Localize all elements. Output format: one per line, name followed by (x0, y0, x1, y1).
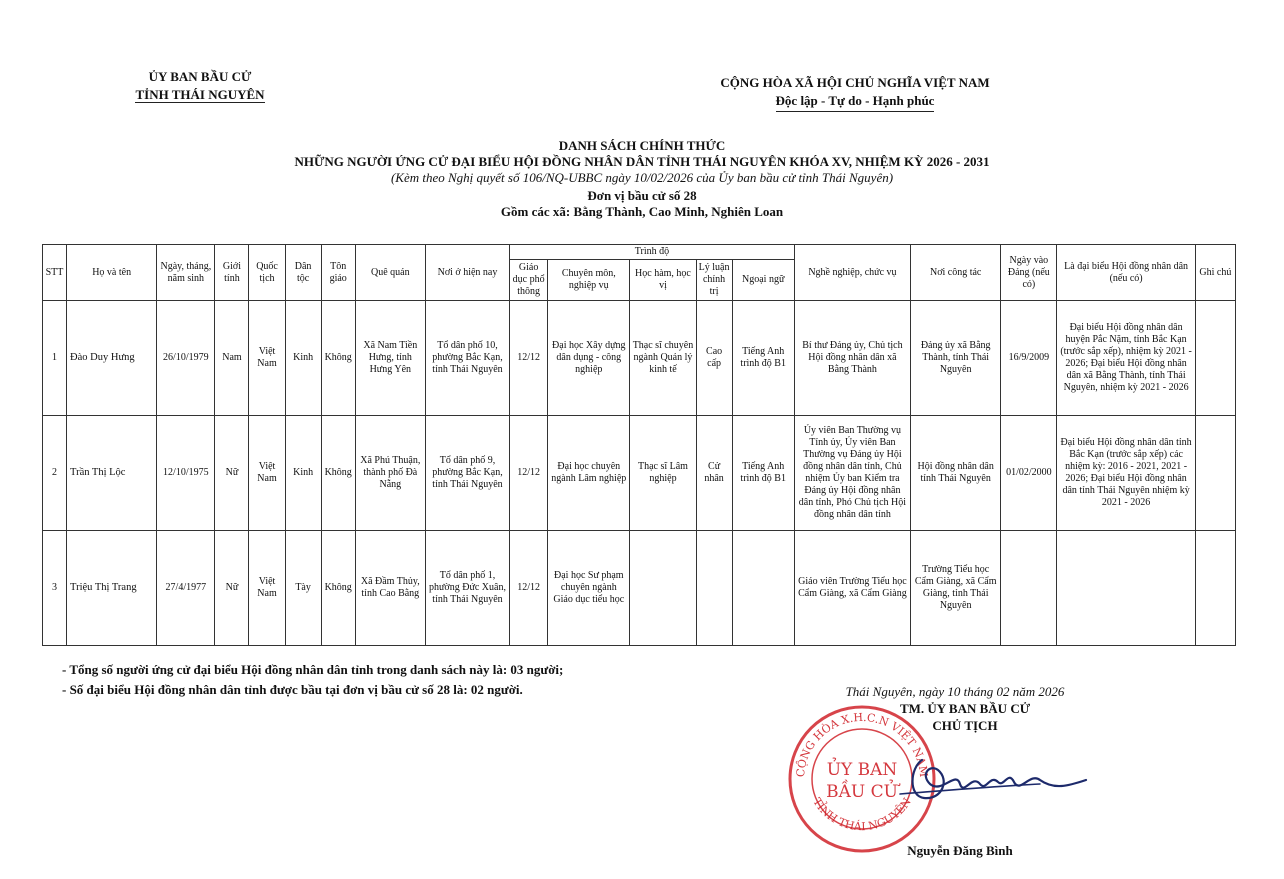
header-language: Ngoại ngữ (732, 260, 794, 301)
cell-specialty: Đại học Xây dựng dân dụng - công nghiệp (548, 301, 630, 416)
authority-line1: ỦY BAN BẦU CỬ (148, 69, 252, 84)
cell-general: 12/12 (510, 301, 548, 416)
cell-dob: 12/10/1975 (157, 416, 215, 531)
seal-bottom-text: TỈNH THÁI NGUYÊN (810, 795, 914, 834)
cell-party-date: 16/9/2009 (1001, 301, 1057, 416)
cell-delegate (1057, 531, 1195, 646)
signing-title: CHỦ TỊCH (932, 718, 998, 733)
cell-ethnicity: Kinh (285, 416, 321, 531)
cell-party-date: 01/02/2000 (1001, 416, 1057, 531)
cell-dob: 26/10/1979 (157, 301, 215, 416)
cell-residence: Tổ dân phố 1, phường Đức Xuân, tỉnh Thái Nguyên (425, 531, 509, 646)
cell-language (732, 531, 794, 646)
cell-hometown: Xã Đầm Thủy, tỉnh Cao Bằng (355, 531, 425, 646)
national-motto: Độc lập - Tự do - Hạnh phúc (776, 92, 935, 112)
seal-center-line2: BẦU CỬ (826, 782, 898, 802)
cell-politics: Cử nhân (696, 416, 732, 531)
cell-general: 12/12 (510, 416, 548, 531)
cell-note (1195, 301, 1235, 416)
header-sex: Giới tính (215, 245, 249, 301)
cell-delegate: Đại biểu Hội đồng nhân dân huyện Pắc Nặm, tỉnh Bắc Kạn (trước sắp xếp), nhiệm kỳ 2021 - 2026; Đại biểu Hội đồng nhân dân xã Bằng Thành, tỉnh Thái Nguyên, nhiệm kỳ 2021 - 2026 (1057, 301, 1195, 416)
issuing-authority (95, 68, 305, 104)
cell-job: Bí thư Đảng ủy, Chủ tịch Hội đồng nhân dân xã Bằng Thành (794, 301, 910, 416)
cell-ethnicity: Tày (285, 531, 321, 646)
cell-sex: Nữ (215, 416, 249, 531)
cell-workplace: Trường Tiểu học Cẩm Giàng, xã Cẩm Giàng, tỉnh Thái Nguyên (911, 531, 1001, 646)
header-politics: Lý luận chính trị (696, 260, 732, 301)
cell-ethnicity: Kinh (285, 301, 321, 416)
cell-nationality: Việt Nam (249, 531, 285, 646)
table-header-row (43, 245, 1236, 260)
cell-language: Tiếng Anh trình độ B1 (732, 301, 794, 416)
signing-org: TM. ỦY BAN BẦU CỬ (899, 701, 1031, 716)
cell-workplace: Hội đồng nhân dân tỉnh Thái Nguyên (911, 416, 1001, 531)
cell-degree (630, 531, 696, 646)
cell-dob: 27/4/1977 (157, 531, 215, 646)
cell-note (1195, 416, 1235, 531)
cell-party-date (1001, 531, 1057, 646)
header-religion: Tôn giáo (321, 245, 355, 301)
cell-degree: Thạc sĩ Lâm nghiệp (630, 416, 696, 531)
seal-ring-text: CỘNG HÒA X.H.C.N VIỆT NAM (793, 710, 931, 778)
cell-residence: Tổ dân phố 10, phường Bắc Kạn, tỉnh Thái Nguyên (425, 301, 509, 416)
seal-center-line1: ỦY BAN (826, 760, 898, 780)
cell-name: Trần Thị Lộc (67, 416, 157, 531)
electoral-communes: Gồm các xã: Bằng Thành, Cao Minh, Nghiên Loan (500, 204, 784, 219)
header-delegate: Là đại biểu Hội đồng nhân dân (nếu có) (1057, 245, 1195, 301)
cell-nationality: Việt Nam (249, 416, 285, 531)
header-degree: Học hàm, học vị (630, 260, 696, 301)
cell-job: Ủy viên Ban Thường vụ Tỉnh ủy, Ủy viên Ban Thường vụ Đảng ủy Hội đồng nhân dân tỉnh, Chủ nhiệm Ủy ban Kiểm tra Đảng ủy Hội đồng nhân dân tỉnh, Phó Chủ tịch Hội đồng nhân dân tỉnh (794, 416, 910, 531)
header-hometown: Quê quán (355, 245, 425, 301)
cell-general: 12/12 (510, 531, 548, 646)
note-total-candidates: - Tổng số người ứng cử đại biểu Hội đồng nhân dân tỉnh trong danh sách này là: 03 người; (62, 662, 564, 677)
summary-notes (62, 660, 563, 700)
cell-specialty: Đại học chuyên ngành Lâm nghiệp (548, 416, 630, 531)
signer-name: Nguyễn Đăng Bình (907, 843, 1013, 858)
cell-residence: Tổ dân phố 9, phường Bắc Kạn, tỉnh Thái Nguyên (425, 416, 509, 531)
cell-religion: Không (321, 416, 355, 531)
candidate-table (42, 244, 1236, 646)
cell-religion: Không (321, 531, 355, 646)
place-date: Thái Nguyên, ngày 10 tháng 02 năm 2026 (845, 684, 1065, 699)
cell-language: Tiếng Anh trình độ B1 (732, 416, 794, 531)
cell-name: Triệu Thị Trang (67, 531, 157, 646)
document-title-block (0, 138, 1284, 220)
document-subtitle: NHỮNG NGƯỜI ỨNG CỬ ĐẠI BIỂU HỘI ĐỒNG NHÂN DÂN TỈNH THÁI NGUYÊN KHÓA XV, NHIỆM KỲ 2026 - 2031 (294, 154, 990, 169)
header-job: Nghề nghiệp, chức vụ (794, 245, 910, 301)
cell-specialty: Đại học Sư phạm chuyên ngành Giáo dục tiểu học (548, 531, 630, 646)
national-heading (700, 74, 1010, 112)
header-stt: STT (43, 245, 67, 301)
cell-name: Đào Duy Hưng (67, 301, 157, 416)
document-reference: (Kèm theo Nghị quyết số 106/NQ-UBBC ngày 10/02/2026 của Ủy ban bầu cử tỉnh Thái Nguyên) (390, 170, 894, 185)
cell-job: Giáo viên Trường Tiểu học Cẩm Giàng, xã Cẩm Giàng (794, 531, 910, 646)
cell-note (1195, 531, 1235, 646)
header-name: Họ và tên (67, 245, 157, 301)
header-residence: Nơi ở hiện nay (425, 245, 509, 301)
cell-delegate: Đại biểu Hội đồng nhân dân tỉnh Bắc Kạn (trước sắp xếp) các nhiệm kỳ: 2016 - 2021, 2021 - 2026; Đại biểu Hội đồng nhân dân tỉnh Thái Nguyên nhiệm kỳ 2021 - 2026 (1057, 416, 1195, 531)
nation-name: CỘNG HÒA XÃ HỘI CHỦ NGHĨA VIỆT NAM (720, 75, 990, 90)
cell-stt: 2 (43, 416, 67, 531)
cell-hometown: Xã Nam Tiền Hưng, tỉnh Hưng Yên (355, 301, 425, 416)
cell-stt: 1 (43, 301, 67, 416)
cell-politics (696, 531, 732, 646)
header-nationality: Quốc tịch (249, 245, 285, 301)
header-education-group: Trình độ (510, 245, 795, 260)
electoral-unit: Đơn vị bầu cử số 28 (587, 188, 697, 203)
header-party-date: Ngày vào Đảng (nếu có) (1001, 245, 1057, 301)
cell-politics: Cao cấp (696, 301, 732, 416)
document-title: DANH SÁCH CHÍNH THỨC (558, 138, 726, 153)
note-seats: - Số đại biểu Hội đồng nhân dân tỉnh được bầu tại đơn vị bầu cử số 28 là: 02 người. (62, 682, 523, 697)
cell-sex: Nữ (215, 531, 249, 646)
cell-workplace: Đảng ủy xã Bằng Thành, tỉnh Thái Nguyên (911, 301, 1001, 416)
cell-religion: Không (321, 301, 355, 416)
header-general: Giáo dục phổ thông (510, 260, 548, 301)
table-row (43, 416, 1236, 531)
cell-sex: Nam (215, 301, 249, 416)
cell-hometown: Xã Phú Thuận, thành phố Đà Nẵng (355, 416, 425, 531)
header-dob: Ngày, tháng, năm sinh (157, 245, 215, 301)
cell-degree: Thạc sĩ chuyên ngành Quản lý kinh tế (630, 301, 696, 416)
authority-line2: TỈNH THÁI NGUYÊN (135, 87, 265, 102)
header-ethnicity: Dân tộc (285, 245, 321, 301)
header-specialty: Chuyên môn, nghiệp vụ (548, 260, 630, 301)
cell-stt: 3 (43, 531, 67, 646)
handwritten-signature (890, 750, 1090, 810)
table-row (43, 531, 1236, 646)
table-row (43, 301, 1236, 416)
cell-nationality: Việt Nam (249, 301, 285, 416)
header-workplace: Nơi công tác (911, 245, 1001, 301)
header-note: Ghi chú (1195, 245, 1235, 301)
